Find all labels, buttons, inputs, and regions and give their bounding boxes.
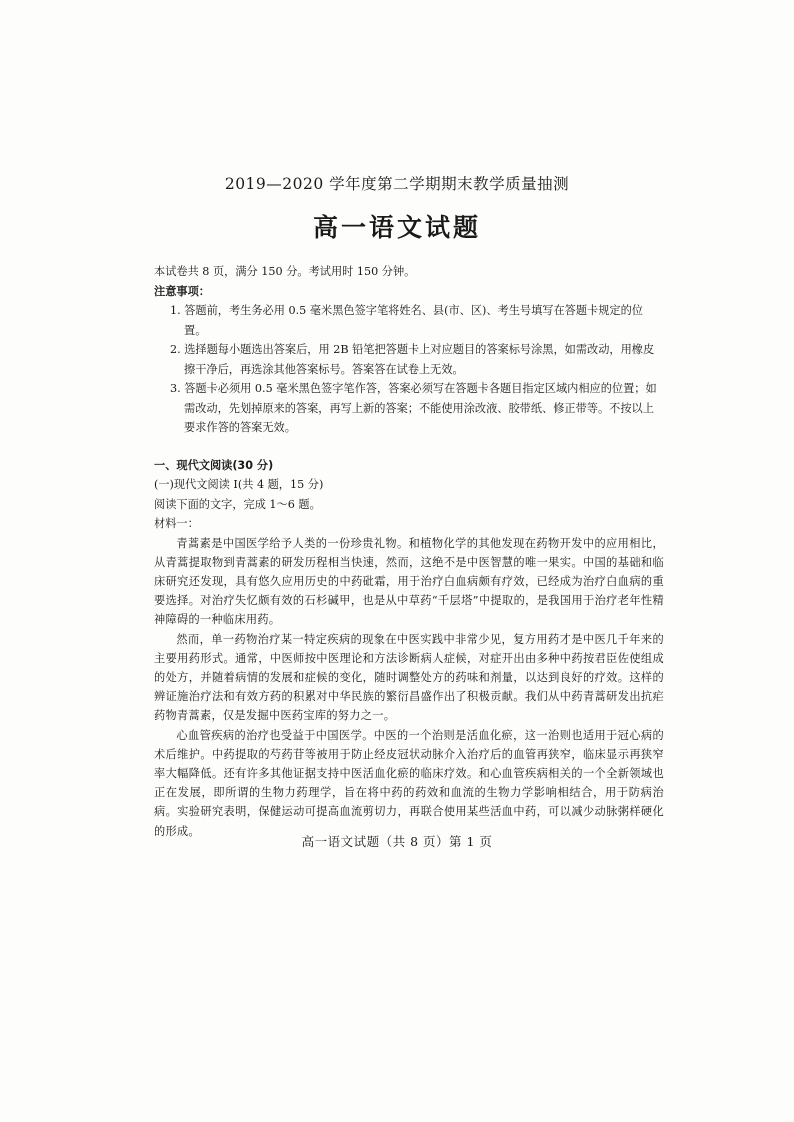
material-label: 材料一： <box>154 517 199 530</box>
exam-content <box>154 262 664 841</box>
exam-intro: 本试卷共 8 页，满分 150 分。考试用时 150 分钟。 <box>154 265 416 278</box>
section-heading: 一、现代文阅读(30 分) <box>154 458 274 472</box>
section-instruction: 阅读下面的文字，完成 1～6 题。 <box>154 497 321 511</box>
body-paragraph-1: 青蒿素是中国医学给予人类的一份珍贵礼物。和植物化学的其他发现在药物开发中的应用相比，从青蒿提取物到青蒿素的研发历程相当快速，然而，这绝不是中医智慧的唯一果实。中国的基础和临床研究还发现，具有悠久应用历史的中药砒霜，用于治疗白血病颇有疗效，已经成为治疗白血病的重要选择。对治疗失忆颇有效的石杉碱甲，也是从中草药“千层塔”中提取的，是我国用于治疗老年性精神障碍的一种临床用药。 <box>154 536 664 627</box>
notice-item-3: 3. 答题卡必须用 0.5 毫米黑色签字笔作答，答案必须写在答题卡各题目指定区域内相应的位置；如需改动，先划掉原来的答案，再写上新的答案；不能使用涂改液、胶带纸、修正带等。不按以上要求作答的答案无效。 <box>170 382 657 434</box>
notice-item-1: 1. 答题前，考生务必用 0.5 毫米黑色签字笔将姓名、县(市、区)、考生号填写在答题卡规定的位置。 <box>170 304 643 337</box>
section-subheading: (一)现代文阅读 I(共 4 题，15 分) <box>154 478 324 491</box>
notice-item-2: 2. 选择题每小题选出答案后，用 2B 铅笔把答题卡上对应题目的答案标号涂黑，如需改动，用橡皮擦干净后，再选涂其他答案标号。答案答在试卷上无效。 <box>170 343 655 376</box>
body-paragraph-2: 然而，单一药物治疗某一特定疾病的现象在中医实践中非常少见，复方用药才是中医几千年来的主要用药形式。通常，中医师按中医理论和方法诊断病人症候，对症开出由多种中药按君臣佐使组成的处方，并随着病情的发展和症候的变化，随时调整处方的药味和剂量，以达到良好的疗效。这样的辨证施治疗法和有效方药的积累对中华民族的繁衍昌盛作出了积极贡献。我们从中药青蒿研发出抗疟药物青蒿素，仅是发掘中医药宝库的努力之一。 <box>154 632 664 723</box>
exam-subtitle: 2019—2020 学年度第二学期期末教学质量抽测 <box>224 175 570 193</box>
exam-title: 高一语文试题 <box>312 213 481 242</box>
page-footer: 高一语文试题（共 8 页）第 1 页 <box>301 834 493 849</box>
body-paragraph-3: 心血管疾病的治疗也受益于中国医学。中医的一个治则是活血化瘀，这一治则也适用于冠心病的术后维护。中药提取的芍药苷等被用于防止经皮冠状动脉介入治疗后的血管再狭窄，临床显示再狭窄率大幅降低。还有许多其他证据支持中医活血化瘀的临床疗效。和心血管疾病相关的一个全新领域也正在发展，即所谓的生物力药理学，旨在将中药的药效和血流的生物力学影响相结合，用于防病治病。实验研究表明，保健运动可提高血流剪切力，再联合使用某些活血中药，可以减少动脉粥样硬化的形成。 <box>154 728 664 838</box>
notice-heading: 注意事项： <box>154 284 210 298</box>
